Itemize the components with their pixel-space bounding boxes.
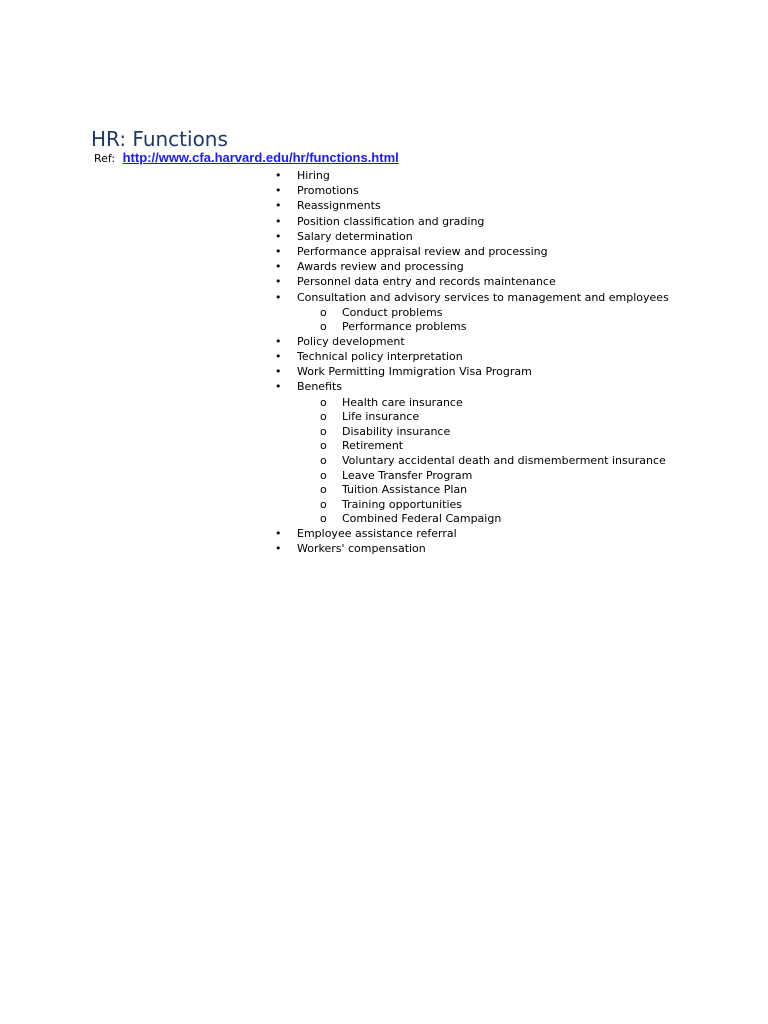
sub-list-item: [0, 409, 768, 424]
bullet-marker: •: [275, 244, 282, 258]
sub-list-item: [0, 305, 768, 320]
sub-list-item: [0, 438, 768, 453]
list-item-text: Benefits: [297, 380, 343, 394]
sub-list-item-text: Performance problems: [342, 320, 467, 334]
bullet-marker: •: [275, 169, 282, 182]
sub-list-item: [0, 395, 768, 410]
sub-list-item-text: Training opportunities: [342, 497, 463, 511]
bullet-marker: •: [275, 275, 282, 289]
ref-link[interactable]: http://www.cfa.harvard.edu/hr/functions.html: [122, 150, 399, 165]
list-item: [0, 259, 768, 274]
sub-bullet-marker: o: [320, 483, 327, 497]
sub-bullet-marker: o: [320, 320, 327, 334]
bullet-marker: •: [275, 229, 282, 243]
list-item-text: Promotions: [297, 184, 359, 198]
sub-list-item-text: Leave Transfer Program: [342, 468, 473, 482]
sub-list-item-text: Voluntary accidental death and dismemberment insurance: [342, 454, 666, 467]
list-item: [0, 183, 768, 198]
bullet-marker: •: [275, 199, 282, 213]
bullet-marker: •: [275, 290, 282, 304]
sub-bullet-marker: o: [320, 305, 327, 319]
reference-line: [94, 151, 399, 166]
bullet-marker: •: [275, 380, 282, 394]
list-item: [0, 379, 768, 394]
bullet-marker: •: [275, 214, 282, 228]
list-item-text: Performance appraisal review and processing: [297, 244, 548, 258]
list-item: [0, 229, 768, 244]
list-item-text: Hiring: [297, 169, 330, 182]
list-item: [0, 274, 768, 289]
list-item-text: Position classification and grading: [297, 214, 485, 228]
bullet-marker: •: [275, 542, 282, 556]
list-item: [0, 214, 768, 229]
sub-list-item-text: Tuition Assistance Plan: [342, 483, 468, 497]
bullet-marker: •: [275, 526, 282, 540]
sub-list-item-text: Retirement: [342, 439, 404, 453]
sub-list-item: [0, 453, 768, 468]
functions-list: [0, 168, 768, 556]
sub-list-item-text: Life insurance: [342, 410, 420, 424]
list-item: [0, 334, 768, 349]
list-item-text: Employee assistance referral: [297, 526, 457, 540]
page-title: HR: Functions: [91, 127, 228, 151]
sub-list-item: [0, 319, 768, 334]
sub-list-item: [0, 468, 768, 483]
sub-list-item: [0, 497, 768, 512]
sub-list-item: [0, 511, 768, 526]
sub-bullet-marker: o: [320, 512, 327, 526]
list-item-text: Reassignments: [297, 199, 381, 213]
sub-bullet-marker: o: [320, 395, 327, 409]
list-item: [0, 198, 768, 213]
list-item-text: Technical policy interpretation: [297, 350, 463, 364]
list-item: [0, 541, 768, 556]
sub-bullet-marker: o: [320, 468, 327, 482]
list-item: [0, 168, 768, 183]
sub-bullet-marker: o: [320, 454, 327, 467]
list-item-text: Workers' compensation: [297, 542, 426, 556]
sub-bullet-marker: o: [320, 439, 327, 453]
list-item: [0, 526, 768, 541]
sub-list-item: [0, 482, 768, 497]
bullet-marker: •: [275, 184, 282, 198]
list-item-text: Policy development: [297, 334, 405, 348]
sub-list-item-text: Conduct problems: [342, 305, 443, 319]
list-item-text: Personnel data entry and records maintenance: [297, 275, 556, 289]
sub-list-item: [0, 424, 768, 439]
bullet-marker: •: [275, 260, 282, 274]
sub-list-item-text: Combined Federal Campaign: [342, 512, 502, 526]
list-item: [0, 364, 768, 379]
bullet-marker: •: [275, 365, 282, 379]
list-item: [0, 244, 768, 259]
list-item: [0, 290, 768, 305]
sub-list-item-text: Disability insurance: [342, 424, 451, 438]
sub-bullet-marker: o: [320, 497, 327, 511]
sub-bullet-marker: o: [320, 424, 327, 438]
list-item-text: Awards review and processing: [297, 260, 464, 274]
list-item-text: Salary determination: [297, 229, 413, 243]
bullet-marker: •: [275, 334, 282, 348]
bullet-marker: •: [275, 350, 282, 364]
list-item-text: Consultation and advisory services to management and employees: [297, 290, 669, 304]
ref-label: Ref:: [94, 152, 116, 165]
sub-list-item-text: Health care insurance: [342, 395, 463, 409]
sub-bullet-marker: o: [320, 410, 327, 424]
list-item-text: Work Permitting Immigration Visa Program: [297, 365, 532, 379]
list-item: [0, 349, 768, 364]
